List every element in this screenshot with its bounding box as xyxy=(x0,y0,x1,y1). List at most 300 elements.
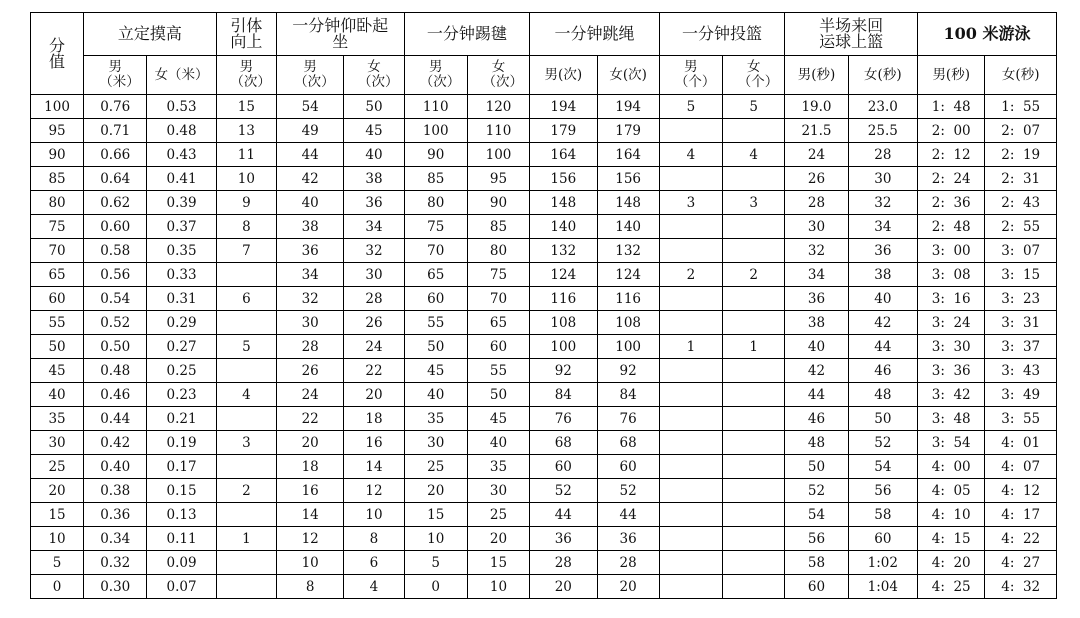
table-cell: 3: 30 xyxy=(918,335,985,359)
table-cell xyxy=(216,503,276,527)
table-cell: 116 xyxy=(597,287,659,311)
table-cell: 0.54 xyxy=(84,287,147,311)
sub-half-female: 女(秒) xyxy=(848,56,917,95)
table-cell: 2 xyxy=(659,263,722,287)
table-cell: 25 xyxy=(467,503,529,527)
table-cell xyxy=(723,407,785,431)
table-cell: 156 xyxy=(530,167,597,191)
table-cell: 38 xyxy=(848,263,917,287)
table-cell xyxy=(723,167,785,191)
score-standards-table xyxy=(30,12,1057,599)
table-cell: 34 xyxy=(785,263,848,287)
table-cell: 26 xyxy=(785,167,848,191)
table-cell: 0.41 xyxy=(147,167,216,191)
table-cell: 4: 05 xyxy=(918,479,985,503)
table-cell: 40 xyxy=(277,191,344,215)
table-cell: 0.17 xyxy=(147,455,216,479)
table-cell: 8 xyxy=(277,575,344,599)
sub-situp-female xyxy=(344,56,404,95)
table-cell: 22 xyxy=(277,407,344,431)
sub-pullup-male xyxy=(216,56,276,95)
table-cell: 6 xyxy=(216,287,276,311)
table-cell: 1 xyxy=(723,335,785,359)
table-cell: 45 xyxy=(467,407,529,431)
table-cell: 5 xyxy=(216,335,276,359)
table-cell: 4 xyxy=(216,383,276,407)
table-cell: 60 xyxy=(467,335,529,359)
table-cell: 5 xyxy=(659,95,722,119)
table-cell: 14 xyxy=(277,503,344,527)
table-cell: 15 xyxy=(404,503,467,527)
table-cell: 30 xyxy=(404,431,467,455)
table-row xyxy=(31,239,1057,263)
sub-rope-female: 女(次) xyxy=(597,56,659,95)
table-cell: 14 xyxy=(344,455,404,479)
table-cell: 54 xyxy=(848,455,917,479)
table-cell: 42 xyxy=(785,359,848,383)
table-cell xyxy=(723,119,785,143)
sub-reach-female: 女（米） xyxy=(147,56,216,95)
table-cell: 124 xyxy=(597,263,659,287)
table-cell: 2 xyxy=(723,263,785,287)
table-cell: 0 xyxy=(404,575,467,599)
table-cell: 0.44 xyxy=(84,407,147,431)
table-cell: 50 xyxy=(785,455,848,479)
score-cell: 25 xyxy=(31,455,84,479)
header-row-groups xyxy=(31,13,1057,56)
table-cell: 30 xyxy=(785,215,848,239)
header-halfcourt-label: 半场来回运球上篮 xyxy=(819,16,884,51)
table-cell xyxy=(659,287,722,311)
table-cell: 3 xyxy=(723,191,785,215)
table-cell: 140 xyxy=(597,215,659,239)
table-cell: 164 xyxy=(597,143,659,167)
table-cell: 30 xyxy=(344,263,404,287)
table-cell: 80 xyxy=(404,191,467,215)
table-cell: 2: 07 xyxy=(985,119,1057,143)
table-cell: 40 xyxy=(848,287,917,311)
table-cell: 1: 48 xyxy=(918,95,985,119)
table-cell: 2: 48 xyxy=(918,215,985,239)
sub-kick-male xyxy=(404,56,467,95)
table-cell: 38 xyxy=(344,167,404,191)
table-cell: 3: 24 xyxy=(918,311,985,335)
table-cell: 10 xyxy=(216,167,276,191)
table-cell xyxy=(659,575,722,599)
table-cell: 85 xyxy=(404,167,467,191)
table-cell xyxy=(216,551,276,575)
score-cell: 0 xyxy=(31,575,84,599)
table-cell: 50 xyxy=(404,335,467,359)
table-cell: 90 xyxy=(467,191,529,215)
table-cell: 0.29 xyxy=(147,311,216,335)
table-cell xyxy=(216,263,276,287)
table-cell: 0.40 xyxy=(84,455,147,479)
table-cell: 40 xyxy=(344,143,404,167)
header-pullup-label: 引体向上 xyxy=(230,16,263,51)
table-cell: 30 xyxy=(277,311,344,335)
table-cell: 4: 15 xyxy=(918,527,985,551)
table-cell: 38 xyxy=(277,215,344,239)
table-cell: 20 xyxy=(597,575,659,599)
table-cell: 32 xyxy=(277,287,344,311)
table-cell: 34 xyxy=(848,215,917,239)
table-cell: 2: 24 xyxy=(918,167,985,191)
table-cell: 2: 12 xyxy=(918,143,985,167)
table-cell: 3: 07 xyxy=(985,239,1057,263)
table-cell: 32 xyxy=(785,239,848,263)
table-cell: 4: 32 xyxy=(985,575,1057,599)
table-cell xyxy=(659,479,722,503)
table-cell: 16 xyxy=(344,431,404,455)
table-cell xyxy=(659,119,722,143)
table-cell: 2: 43 xyxy=(985,191,1057,215)
table-row xyxy=(31,311,1057,335)
header-shuttlecock: 一分钟踢毽 xyxy=(404,13,530,56)
table-cell: 20 xyxy=(344,383,404,407)
table-cell: 0.11 xyxy=(147,527,216,551)
table-cell: 0.71 xyxy=(84,119,147,143)
table-cell: 0.36 xyxy=(84,503,147,527)
table-cell xyxy=(723,431,785,455)
table-cell: 140 xyxy=(530,215,597,239)
table-cell: 0.76 xyxy=(84,95,147,119)
table-cell: 60 xyxy=(404,287,467,311)
table-cell: 4: 22 xyxy=(985,527,1057,551)
table-cell xyxy=(659,551,722,575)
table-cell: 5 xyxy=(404,551,467,575)
table-cell: 0.31 xyxy=(147,287,216,311)
table-cell: 0.53 xyxy=(147,95,216,119)
score-cell: 35 xyxy=(31,407,84,431)
table-cell: 10 xyxy=(344,503,404,527)
table-cell: 0.52 xyxy=(84,311,147,335)
score-cell: 55 xyxy=(31,311,84,335)
table-cell: 1: 55 xyxy=(985,95,1057,119)
sub-situp-female-label: 女（次） xyxy=(357,59,399,90)
table-cell: 10 xyxy=(467,575,529,599)
table-row xyxy=(31,383,1057,407)
table-cell: 48 xyxy=(848,383,917,407)
table-cell: 4: 27 xyxy=(985,551,1057,575)
table-cell: 76 xyxy=(530,407,597,431)
sub-shoot-male xyxy=(659,56,722,95)
table-cell: 92 xyxy=(597,359,659,383)
table-cell: 30 xyxy=(848,167,917,191)
table-cell: 36 xyxy=(277,239,344,263)
table-cell xyxy=(723,551,785,575)
sub-reach-male xyxy=(84,56,147,95)
table-cell: 100 xyxy=(597,335,659,359)
table-cell: 24 xyxy=(277,383,344,407)
table-row xyxy=(31,119,1057,143)
table-cell: 156 xyxy=(597,167,659,191)
table-cell xyxy=(723,287,785,311)
table-cell: 40 xyxy=(785,335,848,359)
table-cell: 3: 00 xyxy=(918,239,985,263)
table-row xyxy=(31,551,1057,575)
table-cell: 46 xyxy=(848,359,917,383)
table-cell: 124 xyxy=(530,263,597,287)
table-cell: 84 xyxy=(597,383,659,407)
table-cell: 11 xyxy=(216,143,276,167)
table-cell: 56 xyxy=(785,527,848,551)
table-cell: 24 xyxy=(344,335,404,359)
table-cell: 0.48 xyxy=(84,359,147,383)
table-cell: 110 xyxy=(467,119,529,143)
table-row xyxy=(31,575,1057,599)
table-cell: 60 xyxy=(597,455,659,479)
table-cell: 7 xyxy=(216,239,276,263)
table-row xyxy=(31,407,1057,431)
table-cell: 4 xyxy=(659,143,722,167)
table-cell: 44 xyxy=(785,383,848,407)
table-cell: 25 xyxy=(404,455,467,479)
table-cell: 28 xyxy=(597,551,659,575)
table-cell xyxy=(723,383,785,407)
table-cell: 194 xyxy=(597,95,659,119)
table-cell xyxy=(216,455,276,479)
header-standing-reach: 立定摸高 xyxy=(84,13,217,56)
table-cell: 65 xyxy=(467,311,529,335)
table-cell xyxy=(216,311,276,335)
sub-swim-female: 女(秒) xyxy=(985,56,1057,95)
score-cell: 75 xyxy=(31,215,84,239)
table-cell: 0.33 xyxy=(147,263,216,287)
table-cell: 2: 55 xyxy=(985,215,1057,239)
header-halfcourt xyxy=(785,13,918,56)
table-cell: 0.21 xyxy=(147,407,216,431)
table-cell: 32 xyxy=(848,191,917,215)
table-cell: 68 xyxy=(530,431,597,455)
table-row xyxy=(31,167,1057,191)
sub-rope-male: 男(次) xyxy=(530,56,597,95)
table-cell: 45 xyxy=(404,359,467,383)
table-cell: 4: 00 xyxy=(918,455,985,479)
table-cell: 55 xyxy=(467,359,529,383)
table-cell: 0.23 xyxy=(147,383,216,407)
table-row xyxy=(31,359,1057,383)
sub-shoot-male-label: 男（个） xyxy=(674,59,716,90)
table-cell: 0.50 xyxy=(84,335,147,359)
table-cell: 44 xyxy=(848,335,917,359)
table-cell: 3: 15 xyxy=(985,263,1057,287)
table-cell: 2: 19 xyxy=(985,143,1057,167)
table-cell: 95 xyxy=(467,167,529,191)
sub-swim-male: 男(秒) xyxy=(918,56,985,95)
sub-kick-female xyxy=(467,56,529,95)
table-cell: 0.62 xyxy=(84,191,147,215)
table-cell: 100 xyxy=(530,335,597,359)
table-cell: 25.5 xyxy=(848,119,917,143)
table-cell: 20 xyxy=(467,527,529,551)
table-row xyxy=(31,263,1057,287)
header-row-gender xyxy=(31,56,1057,95)
sub-half-male: 男(秒) xyxy=(785,56,848,95)
table-cell: 13 xyxy=(216,119,276,143)
table-cell: 4 xyxy=(723,143,785,167)
table-cell: 90 xyxy=(404,143,467,167)
table-cell: 50 xyxy=(344,95,404,119)
table-cell: 12 xyxy=(277,527,344,551)
table-cell: 20 xyxy=(404,479,467,503)
table-cell: 22 xyxy=(344,359,404,383)
table-cell: 4: 25 xyxy=(918,575,985,599)
score-cell: 95 xyxy=(31,119,84,143)
table-cell: 28 xyxy=(344,287,404,311)
table-cell: 3: 49 xyxy=(985,383,1057,407)
table-cell: 148 xyxy=(530,191,597,215)
table-cell: 0.37 xyxy=(147,215,216,239)
header-shooting: 一分钟投篮 xyxy=(659,13,785,56)
table-cell: 36 xyxy=(597,527,659,551)
table-cell: 4: 17 xyxy=(985,503,1057,527)
table-cell: 0.66 xyxy=(84,143,147,167)
table-cell: 28 xyxy=(785,191,848,215)
table-cell: 179 xyxy=(530,119,597,143)
table-cell: 3 xyxy=(216,431,276,455)
table-cell: 0.38 xyxy=(84,479,147,503)
sub-shoot-female-label: 女（个） xyxy=(737,59,779,90)
table-cell: 84 xyxy=(530,383,597,407)
score-cell: 10 xyxy=(31,527,84,551)
table-cell: 3: 43 xyxy=(985,359,1057,383)
table-cell: 30 xyxy=(467,479,529,503)
sub-reach-male-label: 男（米） xyxy=(99,59,140,90)
table-cell: 54 xyxy=(277,95,344,119)
table-cell: 21.5 xyxy=(785,119,848,143)
header-pullup xyxy=(216,13,276,56)
score-cell: 85 xyxy=(31,167,84,191)
table-cell: 40 xyxy=(404,383,467,407)
table-cell: 4: 01 xyxy=(985,431,1057,455)
table-cell: 4: 20 xyxy=(918,551,985,575)
table-cell xyxy=(216,407,276,431)
table-cell: 0.34 xyxy=(84,527,147,551)
table-cell: 0.39 xyxy=(147,191,216,215)
header-situp xyxy=(277,13,405,56)
table-cell xyxy=(659,167,722,191)
table-cell: 1 xyxy=(216,527,276,551)
table-cell: 58 xyxy=(785,551,848,575)
table-cell: 48 xyxy=(785,431,848,455)
table-cell xyxy=(659,431,722,455)
table-cell: 3: 48 xyxy=(918,407,985,431)
table-cell: 0.35 xyxy=(147,239,216,263)
table-cell: 28 xyxy=(277,335,344,359)
table-cell: 0.58 xyxy=(84,239,147,263)
table-cell: 26 xyxy=(277,359,344,383)
table-cell: 50 xyxy=(848,407,917,431)
sub-situp-male-label: 男（次） xyxy=(294,59,335,90)
table-cell xyxy=(723,575,785,599)
table-cell xyxy=(723,527,785,551)
table-cell: 1:02 xyxy=(848,551,917,575)
table-cell: 3: 37 xyxy=(985,335,1057,359)
header-score xyxy=(31,13,84,95)
table-cell xyxy=(659,359,722,383)
table-cell: 19.0 xyxy=(785,95,848,119)
table-cell: 120 xyxy=(467,95,529,119)
table-body xyxy=(31,95,1057,599)
table-cell: 55 xyxy=(404,311,467,335)
table-row xyxy=(31,215,1057,239)
table-cell: 2: 00 xyxy=(918,119,985,143)
table-cell: 6 xyxy=(344,551,404,575)
table-cell xyxy=(723,455,785,479)
table-cell: 60 xyxy=(848,527,917,551)
table-cell: 1 xyxy=(659,335,722,359)
table-cell: 3 xyxy=(659,191,722,215)
table-cell: 35 xyxy=(467,455,529,479)
table-cell: 2 xyxy=(216,479,276,503)
score-standards-sheet xyxy=(30,12,1057,599)
table-cell: 38 xyxy=(785,311,848,335)
table-cell: 4: 10 xyxy=(918,503,985,527)
table-cell: 35 xyxy=(404,407,467,431)
header-score-label: 分值 xyxy=(49,35,66,71)
table-cell: 54 xyxy=(785,503,848,527)
table-cell: 0.42 xyxy=(84,431,147,455)
table-cell: 36 xyxy=(785,287,848,311)
table-cell: 80 xyxy=(467,239,529,263)
table-cell: 0.64 xyxy=(84,167,147,191)
table-cell: 36 xyxy=(848,239,917,263)
table-cell: 3: 42 xyxy=(918,383,985,407)
table-cell: 23.0 xyxy=(848,95,917,119)
table-cell: 34 xyxy=(344,215,404,239)
table-cell: 34 xyxy=(277,263,344,287)
table-cell xyxy=(659,527,722,551)
table-cell: 4 xyxy=(344,575,404,599)
table-row xyxy=(31,191,1057,215)
score-cell: 80 xyxy=(31,191,84,215)
table-cell: 5 xyxy=(723,95,785,119)
table-cell: 20 xyxy=(530,575,597,599)
table-cell: 70 xyxy=(404,239,467,263)
table-cell: 40 xyxy=(467,431,529,455)
score-cell: 30 xyxy=(31,431,84,455)
table-cell xyxy=(723,215,785,239)
table-cell: 76 xyxy=(597,407,659,431)
table-cell: 3: 23 xyxy=(985,287,1057,311)
sub-kick-female-label: 女（次） xyxy=(482,59,523,90)
table-cell: 0.19 xyxy=(147,431,216,455)
table-cell: 132 xyxy=(597,239,659,263)
table-cell: 28 xyxy=(530,551,597,575)
table-cell: 36 xyxy=(344,191,404,215)
table-row xyxy=(31,431,1057,455)
table-cell: 49 xyxy=(277,119,344,143)
table-cell: 15 xyxy=(216,95,276,119)
table-cell: 60 xyxy=(530,455,597,479)
table-cell: 52 xyxy=(530,479,597,503)
table-cell: 50 xyxy=(467,383,529,407)
table-cell: 164 xyxy=(530,143,597,167)
table-row xyxy=(31,455,1057,479)
table-cell: 8 xyxy=(216,215,276,239)
table-cell: 8 xyxy=(344,527,404,551)
score-cell: 90 xyxy=(31,143,84,167)
table-cell: 28 xyxy=(848,143,917,167)
table-cell: 70 xyxy=(467,287,529,311)
table-cell: 3: 31 xyxy=(985,311,1057,335)
table-cell: 60 xyxy=(785,575,848,599)
score-cell: 50 xyxy=(31,335,84,359)
header-situp-label: 一分钟仰卧起坐 xyxy=(292,16,389,51)
table-cell: 44 xyxy=(597,503,659,527)
table-cell: 0.30 xyxy=(84,575,147,599)
